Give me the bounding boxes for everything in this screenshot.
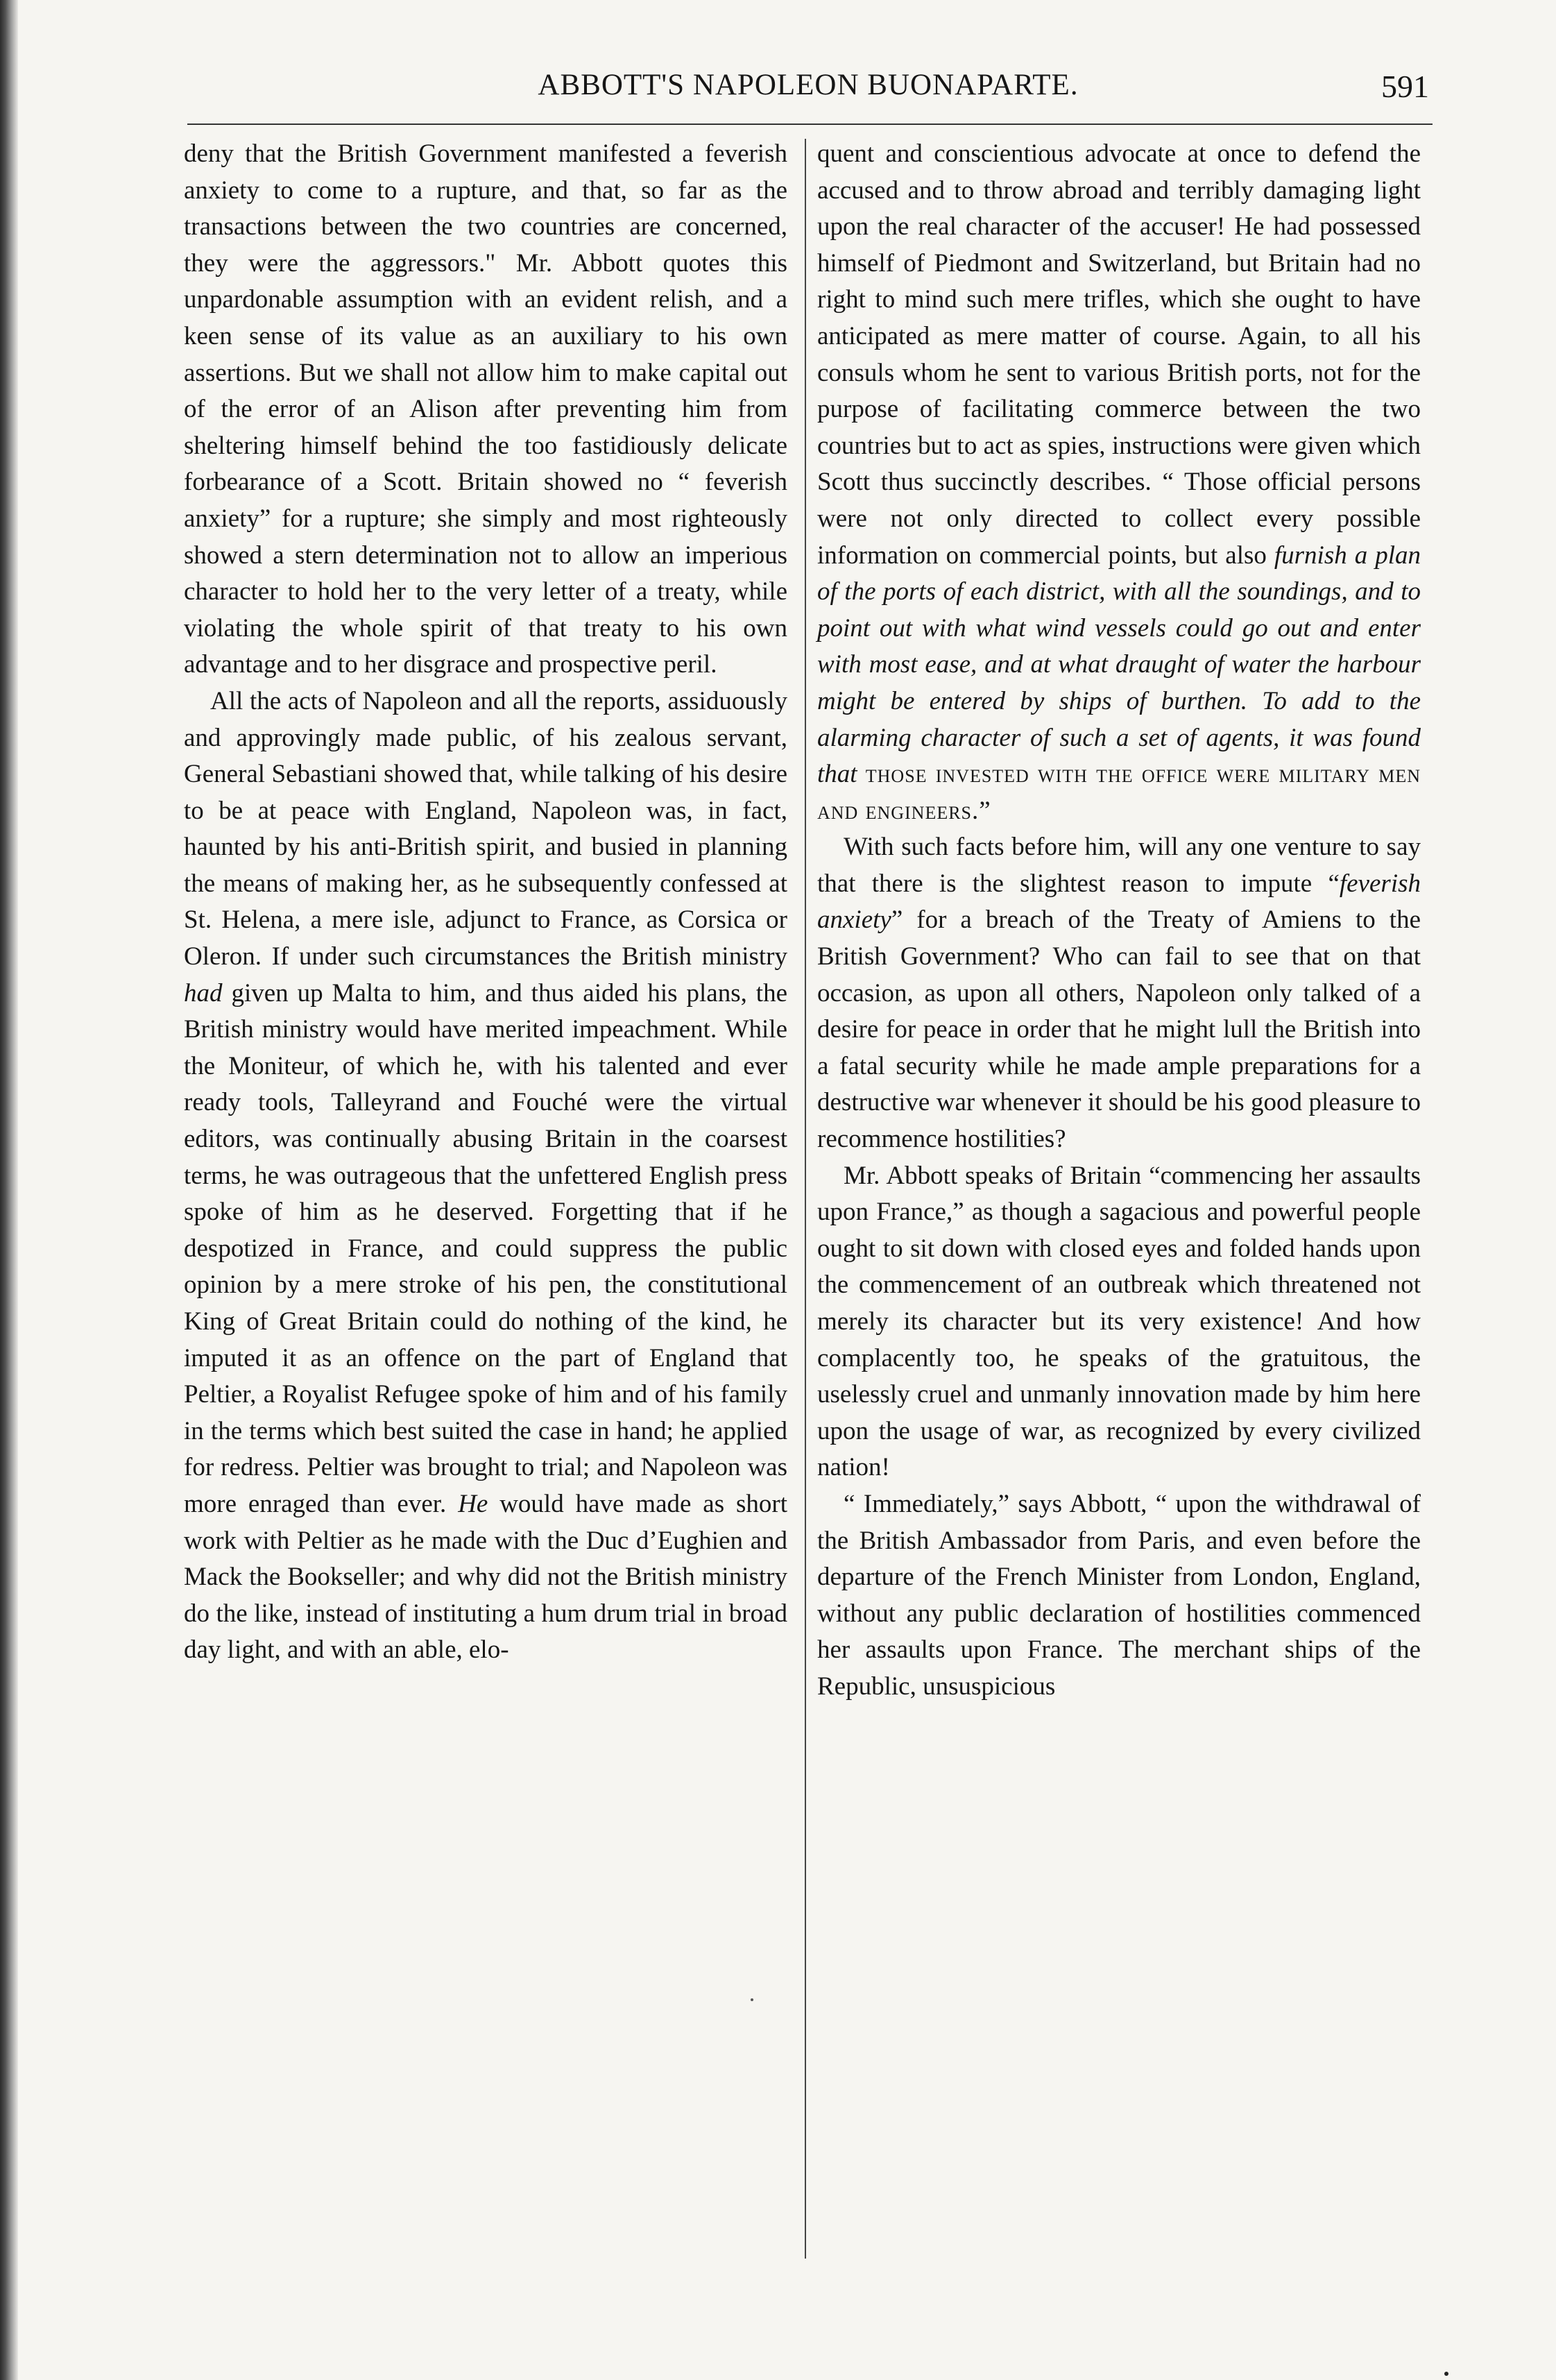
right-p1-close-quote: ” bbox=[979, 796, 991, 825]
header-rule bbox=[187, 124, 1433, 125]
left-paragraph-1: deny that the British Government manifested a feverish anxiety to come to a rupture, and that, so far as the transactions between the two countries are concerned, they were the aggressors." Mr. Abbott quotes this unpardonable assumption with an evident relish, and a keen sense of its value as an auxiliary to his own assertions. But we shall not allow him to make capital out of the error of an Alison after preventing him from sheltering himself behind the too fastidiously delicate forbearance of a Scott. Britain showed no “ feverish anxiety” for a rupture; she simply and most righteously showed a stern determination not to allow an imperious character to hold her to the very letter of a treaty, while violating the whole spirit of that treaty to his own advantage and to her disgrace and prospective peril. bbox=[184, 139, 787, 679]
running-head: ABBOTT'S NAPOLEON BUONAPARTE. bbox=[538, 69, 1079, 101]
left-p2-text-a: All the acts of Napoleon and all the reports, assiduously and approvingly made public, of his zealous servant, General Sebastiani showed that, while talking of his desire to be at peace with England, Napoleon was, in fact, haunted by his anti-British spirit, and busied in planning the means of making her, as he subsequently confessed at St. Helena, a mere isle, adjunct to France, as Corsica or Oleron. If under such circumstances the British ministry bbox=[184, 686, 787, 971]
left-paragraph-2 bbox=[184, 683, 787, 1669]
right-p2-italic: feverish anxiety bbox=[817, 869, 1421, 935]
scan-speck bbox=[1444, 2372, 1448, 2376]
scan-binding-edge bbox=[0, 0, 18, 2380]
left-p2-italic-had: had bbox=[184, 978, 223, 1008]
column-divider bbox=[805, 139, 806, 2259]
left-p2-text-c: would have made as short work with Peltier as he made with the Duc d’Eughien and Mack the Bookseller; and why did not the British ministry do the like, instead of instituting a hum drum trial in broad day light, and with an able, elo- bbox=[184, 1489, 787, 1665]
page-number: 591 bbox=[1381, 69, 1429, 104]
scan-speck bbox=[751, 1998, 753, 2001]
left-column bbox=[184, 136, 787, 1669]
right-p1-text: quent and conscientious advocate at once to defend the accused and to throw abroad and terribly damaging light upon the real character of the accuser! He had possessed himself of Piedmont and Switzerland, but Britain had no right to mind such mere trifles, which she ought to have anticipated as mere matter of course. Again, to all his consuls whom he sent to various British ports, not for the purpose of facilitating commerce between the two countries but to act as spies, instructions were given which Scott thus succinctly describes. “ Those official persons were not only directed to collect every possible information on commercial points, but also bbox=[817, 139, 1421, 570]
left-p2-italic-he: He bbox=[458, 1489, 488, 1518]
right-paragraph-3: Mr. Abbott speaks of Britain “commencing her assaults upon France,” as though a sagacious and powerful people ought to sit down with closed eyes and folded hands upon the commencement of an outbreak which threatened not merely its character but its very existence! And how complacently too, he speaks of the gratuitous, the uselessly cruel and unmanly innovation made by him here upon the usage of war, as recognized by every civilized nation! bbox=[817, 1161, 1421, 1482]
page-header bbox=[187, 68, 1429, 117]
right-p1-smallcaps: those invested with the office were military men and engineers. bbox=[817, 760, 1421, 825]
right-paragraph-1 bbox=[817, 136, 1421, 829]
right-paragraph-2 bbox=[817, 829, 1421, 1157]
right-p1-italic-quote: furnish a plan of the ports of each district, with all the soundings, and to point out with what wind vessels could go out and enter with most ease, and at what draught of water the harbour might be entered by ships of burthen. To add to the alarming character of such a set of agents, it was found that bbox=[817, 541, 1421, 789]
right-column bbox=[817, 136, 1421, 1706]
left-p2-text-b: given up Malta to him, and thus aided his plans, the British ministry would have merited impeachment. While the Moniteur, of which he, with his talented and ever ready tools, Talleyrand and Fouché were the virtual editors, was continually abusing Britain in the coarsest terms, he was outrageous that the unfettered English press spoke of him as he deserved. Forgetting that if he despotized in France, and could suppress the public opinion by a mere stroke of his pen, the constitutional King of Great Britain could do nothing of the kind, he imputed it as an offence on the part of England that Peltier, a Royalist Refugee spoke of him and of his family in the terms which best suited the case in hand; he applied for redress. Peltier was brought to trial; and Napoleon was more enraged than ever. bbox=[184, 978, 787, 1518]
right-paragraph-4: “ Immediately,” says Abbott, “ upon the withdrawal of the British Ambassador from Paris, and even before the departure of the French Minister from London, England, without any public declaration of hostilities commenced her assaults upon France. The merchant ships of the Republic, unsuspicious bbox=[817, 1489, 1421, 1701]
right-p2-text-a: With such facts before him, will any one venture to say that there is the slightest reason to impute “ bbox=[817, 833, 1421, 898]
right-p2-text-b: ” for a breach of the Treaty of Amiens to the British Government? Who can fail to see that on that occasion, as upon all others, Napoleon only talked of a desire for peace in order that he might lull the British into a fatal security while he made ample preparations for a destructive war whenever it should be his good pleasure to recommence hostilities? bbox=[817, 906, 1421, 1154]
